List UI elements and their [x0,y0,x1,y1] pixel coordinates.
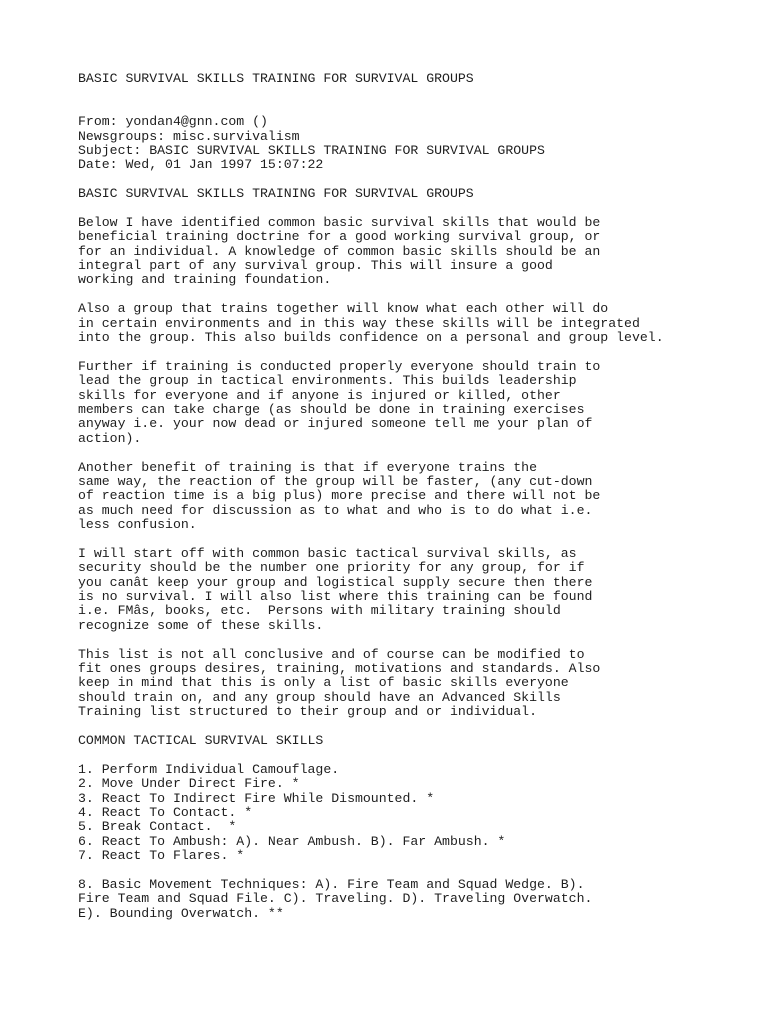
header-date: Date: Wed, 01 Jan 1997 15:07:22 [78,157,324,173]
paragraph-intro [78,216,758,288]
list-item: 3. React To Indirect Fire While Dismounted. * [78,790,435,806]
paragraph-line: i.e. FMâs, books, etc. Persons with military training should [78,603,561,619]
header-newsgroups: Newsgroups: misc.survivalism [78,128,300,144]
paragraph-line: I will start off with common basic tactical survival skills, as [78,545,577,561]
document-page [78,72,758,921]
paragraph-line: you canât keep your group and logistical supply secure then there [78,574,593,590]
section-title: COMMON TACTICAL SURVIVAL SKILLS [78,732,324,748]
paragraph-leadership [78,360,758,446]
list-item: 7. React To Flares. * [78,848,245,864]
paragraph-list-note [78,648,758,720]
paragraph-line: security should be the number one priority for any group, for if [78,560,585,576]
paragraph-line: This list is not all conclusive and of course can be modified to [78,646,585,662]
list-item-line: E). Bounding Overwatch. ** [78,905,284,921]
list-item: 1. Perform Individual Camouflage. [78,761,340,777]
skills-list [78,763,758,864]
paragraph-line: of reaction time is a big plus) more precise and there will not be [78,488,601,504]
paragraph-line: into the group. This also builds confidence on a personal and group level. [78,330,664,346]
paragraph-line: Also a group that trains together will know what each other will do [78,301,609,317]
paragraph-line: Another benefit of training is that if everyone trains the [78,459,537,475]
message-header [78,115,758,173]
paragraph-line: fit ones groups desires, training, motivations and standards. Also [78,661,601,677]
paragraph-line: integral part of any survival group. This will insure a good [78,258,553,274]
paragraph-group-training [78,302,758,345]
list-item: 5. Break Contact. * [78,819,237,835]
paragraph-line: less confusion. [78,517,197,533]
paragraph-line: beneficial training doctrine for a good working survival group, or [78,229,601,245]
paragraph-line: keep in mind that this is only a list of basic skills everyone [78,675,569,691]
list-item-line: 8. Basic Movement Techniques: A). Fire Team and Squad Wedge. B). [78,876,585,892]
paragraph-line: Further if training is conducted properly everyone should train to [78,358,601,374]
list-item: 2. Move Under Direct Fire. * [78,776,300,792]
paragraph-line: lead the group in tactical environments. This builds leadership [78,373,577,389]
list-item: 6. React To Ambush: A). Near Ambush. B). Far Ambush. * [78,833,506,849]
paragraph-line: action). [78,430,142,446]
list-item-movement-techniques [78,878,758,921]
paragraph-line: members can take charge (as should be done in training exercises [78,402,585,417]
list-item: 4. React To Contact. * [78,804,253,820]
paragraph-line: for an individual. A knowledge of common basic skills should be an [78,243,601,259]
header-from: From: yondan4@gnn.com () [78,114,268,130]
list-item-line: Fire Team and Squad File. C). Traveling. D). Traveling Overwatch. [78,891,593,907]
document-title: BASIC SURVIVAL SKILLS TRAINING FOR SURVIVAL GROUPS [78,71,474,86]
paragraph-line: skills for everyone and if anyone is injured or killed, other [78,387,561,403]
paragraph-line: Below I have identified common basic survival skills that would be [78,214,601,230]
paragraph-line: should train on, and any group should have an Advanced Skills [78,689,561,705]
header-subject: Subject: BASIC SURVIVAL SKILLS TRAINING FOR SURVIVAL GROUPS [78,142,545,158]
paragraph-line: Training list structured to their group and or individual. [78,704,537,720]
paragraph-line: same way, the reaction of the group will be faster, (any cut-down [78,473,593,489]
paragraph-line: is no survival. I will also list where this training can be found [78,589,593,605]
paragraph-reaction [78,461,758,533]
paragraph-line: recognize some of these skills. [78,617,324,633]
paragraph-line: as much need for discussion as to what and who is to do what i.e. [78,502,593,518]
paragraph-security [78,547,758,633]
paragraph-line: in certain environments and in this way these skills will be integrated [78,315,640,331]
paragraph-line: anyway i.e. your now dead or injured someone tell me your plan of [78,416,593,432]
paragraph-line: working and training foundation. [78,272,332,288]
body-heading: BASIC SURVIVAL SKILLS TRAINING FOR SURVIVAL GROUPS [78,186,474,202]
